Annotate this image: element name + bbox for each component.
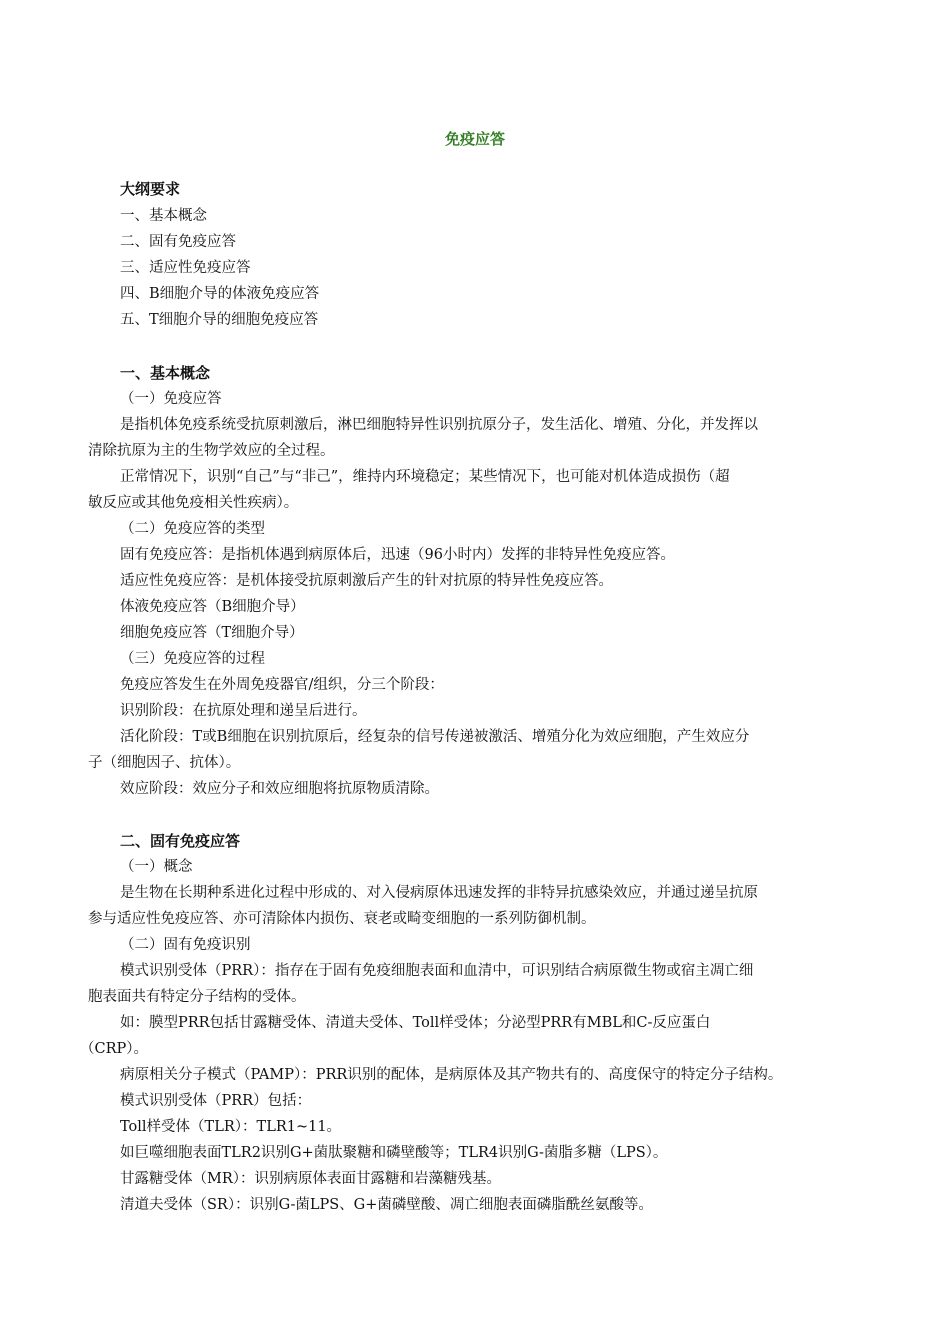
paragraph-line: 子（细胞因子、抗体）。 [88,755,241,771]
paragraph-line: 敏反应或其他免疫相关性疾病）。 [88,495,299,511]
paragraph-line: 参与适应性免疫应答、亦可清除体内损伤、衰老或畸变细胞的一系列防御机制。 [88,911,596,927]
section-heading: 一、基本概念 [120,364,211,382]
paragraph-line: 模式识别受体（PRR）包括： [120,1093,312,1109]
paragraph-line: 识别阶段：在抗原处理和递呈后进行。 [120,703,367,719]
subheading: （一）免疫应答 [120,391,222,407]
paragraph-line: 效应阶段：效应分子和效应细胞将抗原物质清除。 [120,781,439,797]
paragraph-line: Toll样受体（TLR）：TLR1~11。 [120,1119,342,1135]
paragraph-line: 是指机体免疫系统受抗原刺激后，淋巴细胞特异性识别抗原分子，发生活化、增殖、分化，并发挥以 [120,417,758,433]
subheading: （二）免疫应答的类型 [120,521,265,537]
outline-heading: 大纲要求 [120,180,181,198]
subheading: （三）免疫应答的过程 [120,651,265,667]
paragraph-line: 是生物在长期种系进化过程中形成的、对入侵病原体迅速发挥的非特异抗感染效应，并通过递呈抗原 [120,885,758,901]
outline-item: 五、T细胞介导的细胞免疫应答 [120,312,319,328]
paragraph-line: 清除抗原为主的生物学效应的全过程。 [88,443,335,459]
paragraph-line: 如：膜型PRR包括甘露糖受体、清道夫受体、Toll样受体；分泌型PRR有MBL和C-反应蛋白 [120,1015,711,1031]
section-heading: 二、固有免疫应答 [120,832,241,850]
paragraph-line: 清道夫受体（SR）：识别G-菌LPS、G+菌磷壁酸、凋亡细胞表面磷脂酰丝氨酸等。 [120,1197,653,1213]
subheading: （一）概念 [120,859,193,875]
paragraph-line: 适应性免疫应答：是机体接受抗原刺激后产生的针对抗原的特异性免疫应答。 [120,573,613,589]
paragraph-line: 正常情况下，识别“自己”与“非己”，维持内环境稳定；某些情况下，也可能对机体造成损伤（超 [120,469,730,485]
outline-item: 一、基本概念 [120,208,207,224]
paragraph-line: 固有免疫应答：是指机体遇到病原体后，迅速（96小时内）发挥的非特异性免疫应答。 [120,547,675,563]
paragraph-line: 如巨噬细胞表面TLR2识别G+菌肽聚糖和磷壁酸等；TLR4识别G-菌脂多糖（LPS）。 [120,1145,668,1161]
outline-item: 四、B细胞介导的体液免疫应答 [120,286,320,302]
paragraph-line: 活化阶段：T或B细胞在识别抗原后，经复杂的信号传递被激活、增殖分化为效应细胞，产生效应分 [120,729,750,745]
paragraph-line: 细胞免疫应答（T细胞介导） [120,625,304,641]
paragraph-line: 甘露糖受体（MR）：识别病原体表面甘露糖和岩藻糖残基。 [120,1171,502,1187]
outline-item: 二、固有免疫应答 [120,234,236,250]
paragraph-line: 体液免疫应答（B细胞介导） [120,599,305,615]
outline-item: 三、适应性免疫应答 [120,260,251,276]
paragraph-line: 胞表面共有特定分子结构的受体。 [88,989,306,1005]
paragraph-line: 模式识别受体（PRR）：指存在于固有免疫细胞表面和血清中，可识别结合病原微生物或宿主凋亡细 [120,963,754,979]
paragraph-line: 免疫应答发生在外周免疫器官/组织，分三个阶段： [120,677,444,693]
document-title: 免疫应答 [444,130,505,148]
subheading: （二）固有免疫识别 [120,937,251,953]
paragraph-line: 病原相关分子模式（PAMP）：PRR识别的配体，是病原体及其产物共有的、高度保守的特定分子结构。 [120,1067,783,1083]
paragraph-line: （CRP）。 [80,1041,149,1057]
